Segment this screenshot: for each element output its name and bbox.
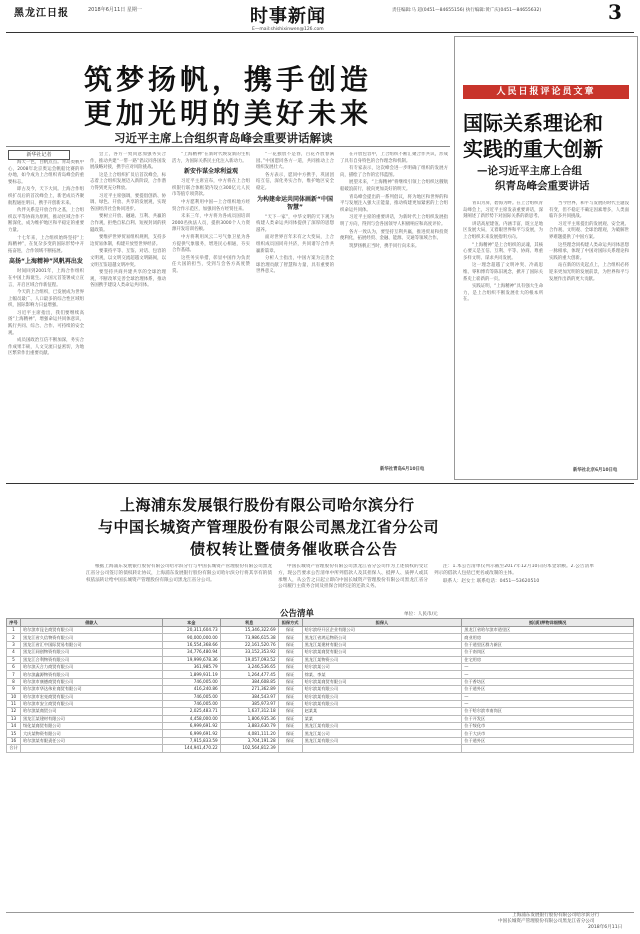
table-cell: 11 [7, 700, 21, 707]
table-cell: 102,564,812.39 [220, 745, 278, 752]
article-kicker [8, 150, 70, 160]
table-row [7, 745, 634, 752]
table-cell: 位于南岗区 [462, 649, 634, 656]
ad-title-line2: 与中国长城资产管理股份有限公司黑龙江省分公司 [98, 518, 440, 536]
table-row [7, 678, 634, 685]
table-cell: 哈尔滨某有限公司 [302, 693, 462, 700]
table-cell: 黑龙江某建材有限公司 [20, 715, 162, 722]
footer-issuer-1: 上海浦东发展银行股份有限公司哈尔滨分行 [512, 913, 600, 918]
article-col-5: 在开放包容中，上合组织不断汇聚合作共识，形成了具有自身特色的合作理念和机制。 有专家表示，这次峰会进一步明确了组织的发展方向，描绘了合作的宏伟蓝图。 展望未来，“上海精神”将继续引领上合组织这艘航船破浪前行，驶向更加美好的明天。 青岛峰会提出的一系列倡议，将为地区和世界的和平与发展注入强大正能量，推动构建更加紧密的上合组织命运共同体。 习近平主席的重要讲话，为新时代上合组织发展指明了方向，得到与会各国领导人积极响应和高度评价。 各方一致认为，要坚持互利共赢，推进贸易和投资便利化，拓展经贸、金融、能源、交通等领域合作。 筑梦扬帆正当时，携手同行向未来。 [340, 152, 448, 249]
table-row [7, 737, 634, 744]
table-cell: 保证 [278, 671, 302, 678]
table-row [7, 693, 634, 700]
table-cell: 73,986,615.38 [220, 634, 278, 641]
table-cell: 哈尔滨某商贸有限公司 [302, 649, 462, 656]
headline-subtitle: 习近平主席上合组织青岛峰会重要讲话解读 [114, 131, 333, 145]
table-cell: 保证 [278, 678, 302, 685]
table-cell: 黑龙江省久信物资有限公司 [20, 634, 162, 641]
table-cell: 位于开发区 [462, 715, 634, 722]
table-cell: 哈尔滨天合力商贸有限公司 [20, 663, 162, 670]
table-row [7, 641, 634, 648]
table-cell: 位于道外区 [462, 737, 634, 744]
table-cell [302, 745, 462, 752]
table-cell: 271,362.89 [220, 686, 278, 693]
table-cell: 6,999,691.92 [162, 723, 220, 730]
table-cell: 某某 [302, 715, 462, 722]
commentary-col-1: 青山为屏，碧海为畔。在上合组织青岛峰会上，习近平主席发表重要讲话，深刻阐述了新形势下对国际关系的新思考。 讲话高屋建瓴、内涵丰富，既立足地区发展大局，又着眼世界和平与发展，为上合组织未来发展指明方向。 “上海精神”是上合组织的灵魂，其核心要义是互信、互利、平等、协商、尊重多样文明、谋求共同发展。 这一理念超越了文明冲突、冷战思维、零和博弈等陈旧观念，掀开了国际关系史上崭新的一页。 实践证明，“上海精神”具有强大生命力，是上合组织不断发展壮大的根本所在。 [463, 201, 543, 303]
table-cell: 哈尔滨某有限公司 [302, 700, 462, 707]
table-cell: 哈尔滨某有限公司 [302, 686, 462, 693]
table-cell: 6,999,691.92 [162, 730, 220, 737]
table-cell: 黑龙江省汇中国际贸易有限公司 [20, 641, 162, 648]
commentary-subtitle-line1: —论习近平主席上合组 [477, 165, 582, 177]
table-cell: 4,458,000.00 [162, 715, 220, 722]
table-cell: 13 [7, 715, 21, 722]
table-cell: 黑龙江某建材有限公司 [302, 641, 462, 648]
table-cell: 位于道外区 [462, 686, 634, 693]
table-cell: 361,985.79 [162, 663, 220, 670]
masthead-rule [6, 32, 634, 33]
table-cell: 保证 [278, 730, 302, 737]
table-cell: 黑龙江省鸿运物资公司 [302, 634, 462, 641]
table-row [7, 715, 634, 722]
ad-body-col-3: 注：1.本公告清单仅列示截至2017年12月10日的本金余额。2.公告清单列示的借款人包括已更名或改制的主体。 联系人：赵女士 联系电话：0451—53620510 [434, 564, 594, 584]
table-cell: 1,806,935.36 [220, 715, 278, 722]
ad-body: 根据上海浦东发展银行股份有限公司哈尔滨分行与中国长城资产管理股份有限公司黑龙江省分公司签订的债权转让协议，上海浦东发展银行股份有限公司哈尔滨分行将其享有的债权依法转让给中国长城资产管理股份有限公司黑龙江省分公司。 [86, 564, 272, 583]
article-subhead-2: 新安作谋全球利益观 [183, 168, 238, 176]
paper-name: 黑龙江日报 [14, 8, 69, 19]
table-cell: 7 [7, 671, 21, 678]
table-row [7, 656, 634, 663]
ad-title-line3: 债权转让暨债务催收联合公告 [190, 540, 399, 558]
table-cell: 位于绥化市 [462, 723, 634, 730]
table-cell: 6 [7, 663, 21, 670]
article-col-4: “一花独放不是春，百花齐放春满园。”中国愿同各方一道，共同推动上合组织发展壮大。 各方表示，愿同中方携手，巩固团结互信，深化务实合作，维护地区安全稳定。 为构建命运共同体画新“中国智慧” “天下一家”，中华文明的天下观为构建人类命运共同体提供了深厚的思想滋养。 面对世界百年未有之大变局，上合组织成员国同舟共济，共同谱写合作共赢新篇章。 分析人士指出，中国方案为完善全球治理贡献了智慧和力量，具有重要的世界意义。 [256, 152, 334, 275]
table-cell: 10 [7, 693, 21, 700]
table-cell: 位于香坊区 [462, 678, 634, 685]
table-header-cell: 本金 [162, 619, 220, 627]
article-col-3: “上海精神”在新时代焕发新的生机活力，为国际关系民主化注入新动力。 新安作谋全球利益观 习近平主席宣布，中方将在上合组织银行联合体框架内设立300亿元人民币等值专项贷款。 中方愿利用中国—上合组织地方经贸合作示范区，加强同各方经贸往来。 未来三年，中方将为各成员国培训2000名执法人员，提供3000个人力资源开发培训名额。 中方将利用风云二号气象卫星为各方提供气象服务，增进民心相通，夯实合作基础。 这些务实举措，彰显中国作为负责任大国的担当，受到与会各方高度赞赏。 [172, 152, 250, 274]
table-cell: 保证 [278, 737, 302, 744]
table-cell: 哈尔滨某有限责任公司 [20, 737, 162, 744]
editors-line: 责任编辑:马 超(0451—84655156) 执行编辑:黄广庆(0451—84655632) [392, 8, 542, 13]
table-cell: 赵某某 [302, 708, 462, 715]
ad-title-line1: 上海浦东发展银行股份有限公司哈尔滨分行 [120, 496, 415, 514]
table-cell: 1,264,477.45 [220, 671, 278, 678]
table-cell: 385,973.97 [220, 700, 278, 707]
table-title: 公告清单 [280, 609, 315, 619]
table-row [7, 671, 634, 678]
table-cell: 大庆某物资有限公司 [20, 730, 162, 737]
table-cell: 19,999,678.36 [162, 656, 220, 663]
commentary-banner [463, 85, 629, 99]
debt-table-wrap [6, 618, 634, 753]
table-cell: — [462, 693, 634, 700]
table-row [7, 730, 634, 737]
table-row [7, 663, 634, 670]
table-cell: 黑龙江省哈尔滨市道里区 [462, 627, 634, 634]
section-divider [6, 483, 634, 484]
table-cell [20, 745, 162, 752]
table-cell: 徐某、李某 [302, 671, 462, 678]
table-row [7, 700, 634, 707]
table-cell: 保证 [278, 663, 302, 670]
table-cell: — [462, 663, 634, 670]
table-cell: 8 [7, 678, 21, 685]
table-cell: 16 [7, 737, 21, 744]
commentary-title-line1: 国际关系理论和 [463, 111, 603, 135]
article-paragraph: 即古及今，天下大同。上海合作组织扩员后的首次峰会上，新老成员齐聚航程通往明日，携手开创新未来。 [8, 187, 84, 206]
article-paragraph: 海天一色，白帆点点。青岛奥帆中心，2008年北京奥运会帆船比赛的举办地，如今成为上合组织青岛峰会的重要标志。 [8, 160, 84, 185]
article-byline: 新华社青岛6月10日电 [380, 467, 425, 472]
footer-date: 2018年6月11日 [588, 925, 623, 930]
ad-body-col-2: 中国长城资产管理股份有限公司黑龙江省分公司作为上述债权的受让方，现公告要求公告清单中所列借款人及其担保人、抵押人、质押人或其承继人，从公告之日起立即向中国长城资产管理股份有限公司黑龙江省分公司履行主债务合同及担保合同约定的还款义务。 [278, 564, 428, 590]
table-cell: 3,883,630.79 [220, 723, 278, 730]
table-cell: 33,152,353.92 [220, 649, 278, 656]
table-cell: 34,776,480.94 [162, 649, 220, 656]
article-subhead-3: 为构建命运共同体画新“中国智慧” [257, 195, 333, 211]
table-header-cell: 借款人 [20, 619, 162, 627]
table-cell: 20,311,604.73 [162, 627, 220, 634]
article-subhead-1: 高扬“上海精神”风帆再出发 [9, 258, 83, 266]
commentary-col-2: 当今世界，和平与发展的时代主题没有变，但不稳定不确定因素增多，人类面临许多共同挑战。 习近平主席提出的发展观、安全观、合作观、文明观、全球治理观，为破解世界难题提供了中国方案。 这些理念同构建人类命运共同体思想一脉相承，体现了中国对国际关系理论和实践的重大创新。 站在新的历史起点上，上合组织必将迎来更加光明的发展前景，为世界和平与发展作出新的更大贡献。 [549, 201, 629, 282]
table-cell: 保证 [278, 634, 302, 641]
table-cell: 黑龙江同创物资有限公司 [20, 649, 162, 656]
table-cell: 黑龙江某有限公司 [302, 737, 462, 744]
table-cell: 保证 [278, 627, 302, 634]
table-header-cell: 利息 [220, 619, 278, 627]
table-cell: 9 [7, 686, 21, 693]
table-row [7, 634, 634, 641]
table-cell: 16,554,368.66 [162, 641, 220, 648]
table-cell: 4 [7, 649, 21, 656]
table-cell: 黑龙江合利物资有限公司 [20, 656, 162, 663]
table-header-cell: 担保人 [302, 619, 462, 627]
table-cell: 3,704,191.28 [220, 737, 278, 744]
commentary-banner-label: 人民日报评论员文章 [496, 87, 596, 97]
ad-contact: 联系人：赵女士 联系电话：0451—53620510 [443, 578, 540, 584]
table-cell: 保证 [278, 708, 302, 715]
table-row [7, 649, 634, 656]
commentary-byline: 新华社北京6月10日电 [573, 468, 618, 473]
table-cell [462, 745, 634, 752]
table-cell: 哈尔滨鑫源物资有限公司 [20, 671, 162, 678]
table-cell: 144,941,470.22 [162, 745, 220, 752]
table-cell: — [462, 671, 634, 678]
table-cell: 住宅用房 [462, 656, 634, 663]
table-cell: 哈尔滨某商贸公司 [20, 708, 162, 715]
table-cell: 7,915,833.59 [162, 737, 220, 744]
issue-date: 2018年6月11日 星期一 [88, 7, 142, 13]
table-cell: 黑龙江某有限公司 [302, 723, 462, 730]
table-row [7, 686, 634, 693]
table-cell: 绥化某商贸有限公司 [20, 723, 162, 730]
table-cell: 1 [7, 627, 21, 634]
table-cell: 保证 [278, 715, 302, 722]
table-cell: 哈尔滨市安立商贸有限公司 [20, 700, 162, 707]
table-cell: 保证 [278, 723, 302, 730]
table-cell: 12 [7, 708, 21, 715]
footer-issuer-2: 中国长城资产管理股份有限公司黑龙江省分公司 [498, 919, 595, 924]
section-email: E—mail:shishixinwen@126.com [252, 27, 324, 32]
table-cell: 5 [7, 656, 21, 663]
commentary-title-line2: 实践的重大创新 [463, 137, 603, 161]
table-cell: 保证 [278, 656, 302, 663]
table-cell: 15 [7, 730, 21, 737]
article-col-2: 会上，各方一致同意加强务实合作，推动共建“一带一路”倡议同各国发展战略对接，携手应对风险挑战。 这是上合组织扩员后首次峰会，标志着上合组织发展迈入新阶段，合作潜力得到更充分释放。 习近平主席强调，要提倡创新、协调、绿色、开放、共享的发展观，实现各国经济社会协同进步。 要树立开放、融通、互利、共赢的合作观，拒绝自私自利、短视封闭的狭隘政策。 要维护世界贸易组织规则，支持多边贸易体制，构建开放型世界经济。 要秉持平等、互鉴、对话、包容的文明观，以文明交流超越文明隔阂，以文明互鉴超越文明冲突。 要坚持共商共建共享的全球治理观，不断改革完善全球治理体系，推动各国携手建设人类命运共同体。 [90, 152, 166, 289]
table-cell: 保证 [278, 649, 302, 656]
table-cell: 3,246,536.65 [220, 663, 278, 670]
debt-table [6, 618, 634, 753]
table-cell: 2 [7, 634, 21, 641]
table-cell: 90,000,000.00 [162, 634, 220, 641]
table-cell: 3 [7, 641, 21, 648]
table-cell: 保证 [278, 641, 302, 648]
table-cell: 位于大庆市 [462, 730, 634, 737]
table-cell: 384,608.85 [220, 678, 278, 685]
table-cell: 746,005.00 [162, 693, 220, 700]
kicker-label: 新华社记者 [26, 152, 52, 158]
table-cell: 商业用房 [462, 634, 634, 641]
headline-line1: 筑梦扬帆，携手创造 [84, 63, 373, 96]
table-cell: 黑龙江某物资公司 [302, 656, 462, 663]
table-cell: 位于哈尔滨市南岗区 [462, 708, 634, 715]
table-cell: 保证 [278, 693, 302, 700]
headline-line2: 更加光明的美好未来 [84, 97, 373, 130]
table-cell: 位于道里区群力新区 [462, 641, 634, 648]
commentary-box [454, 36, 638, 480]
table-row [7, 708, 634, 715]
page-number: 3 [608, 0, 622, 24]
table-row [7, 723, 634, 730]
table-cell: 哈尔滨市昆仑商贸有限公司 [20, 627, 162, 634]
table-cell: 黑龙江某公司 [302, 730, 462, 737]
table-unit: 单位：人民币/元 [404, 612, 438, 617]
table-cell: 416,240.86 [162, 686, 220, 693]
table-cell: 哈尔滨市康德商贸有限公司 [20, 678, 162, 685]
table-cell: 746,005.00 [162, 700, 220, 707]
headline-rule [6, 146, 450, 147]
table-cell: 19,057,093.52 [220, 656, 278, 663]
table-cell: 1,637,312.18 [220, 708, 278, 715]
table-cell: 4,081,111.20 [220, 730, 278, 737]
table-cell: 2,025,483.71 [162, 708, 220, 715]
table-cell [278, 745, 302, 752]
table-row [7, 627, 634, 634]
table-header-cell: 序号 [7, 619, 21, 627]
table-cell: 746,005.00 [162, 678, 220, 685]
table-cell: 哈尔滨市宏亮商贸有限公司 [20, 693, 162, 700]
table-cell: 1,899,931.19 [162, 671, 220, 678]
table-cell: 15,346,322.69 [220, 627, 278, 634]
ad-body-col-1 [86, 564, 272, 604]
section-title: 时事新闻 [250, 6, 326, 27]
table-cell: 合计 [7, 745, 21, 752]
table-cell: 哈尔滨某商贸有限公司 [302, 678, 462, 685]
table-cell: — [462, 700, 634, 707]
table-cell: 哈尔滨经开区企业有限公司 [302, 627, 462, 634]
table-header-cell: 担保方式 [278, 619, 302, 627]
table-header-cell: 抵(质)押物详细情况 [462, 619, 634, 627]
article-col-1: 海天一色，白帆点点。青岛奥帆中心，2008年北京奥运会帆船比赛的举办地，如今成为上合组织青岛峰会的重要标志。 即古及今，天下大同。上海合作组织扩员后的首次峰会上，新老成员齐聚航程通往明日，携手开创新未来。 伙伴关系是开放合作之基，上合组织以平等协商为原则，推动区域合作不断深化，成为维护地区和平稳定的重要力量。 十七年来，上合组织始终坚持“上海精神”，在复杂多变的国际形势中开拓奋进，合作领域不断拓展。 高扬“上海精神”风帆再出发 时间回到2001年，上海合作组织在中国上海诞生。六国元首签署成立宣言，开启区域合作新征程。 今天的上合组织，已发展成为世界上幅员最广、人口最多的综合性区域组织，国际影响力日益增强。 习近平主席指出，我们要继续高扬“上海精神”，增强命运共同体意识，践行共同、综合、合作、可持续的安全观。 成员国政治互信不断加深，务实合作成果丰硕，人文交流日益密切，为地区繁荣作出重要贡献。 [8, 160, 84, 357]
table-cell: 哈尔滨市华达伟业商贸有限公司 [20, 686, 162, 693]
table-cell: 保证 [278, 700, 302, 707]
commentary-subtitle-line2: 织青岛峰会重要讲话 [495, 180, 590, 192]
table-cell: 384,543.97 [220, 693, 278, 700]
table-cell: 保证 [278, 686, 302, 693]
table-cell: 14 [7, 723, 21, 730]
table-cell: 22,161,520.76 [220, 641, 278, 648]
table-cell: 哈尔滨某公司 [302, 663, 462, 670]
